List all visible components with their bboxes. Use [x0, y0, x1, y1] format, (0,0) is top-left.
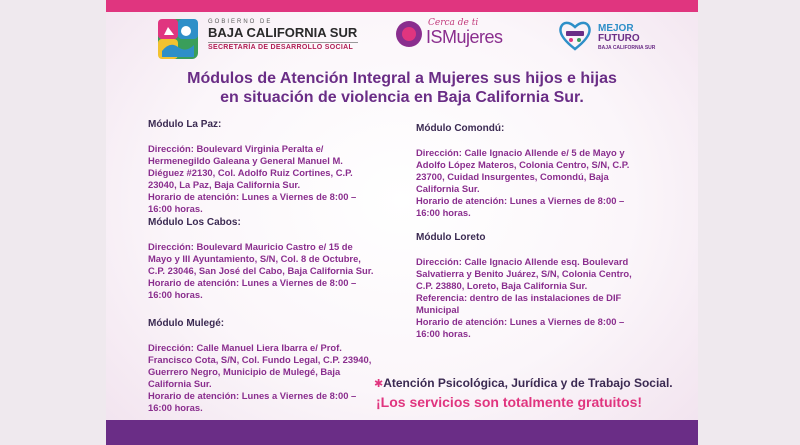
module-address: Dirección: Boulevard Mauricio Castro e/ 15 de Mayo y III Ayuntamiento, S/N, Col. 8 de Octubre, C.P. 23046, San José del Cabo, Baja California Sur.	[148, 241, 374, 276]
asterisk-icon: ✱	[374, 378, 384, 390]
module-reference: Referencia: dentro de las instalaciones de DIF Municipal	[416, 292, 622, 315]
module-name: Módulo Loreto	[416, 232, 486, 243]
module-hours: Horario de atención: Lunes a Viernes de 8:00 – 16:00 horas.	[416, 195, 625, 218]
title-line-1: Módulos de Atención Integral a Mujeres sus hijos e hijas	[187, 70, 617, 87]
module-hours: Horario de atención: Lunes a Viernes de 8:00 – 16:00 horas.	[416, 316, 625, 339]
heart-icon	[558, 19, 592, 51]
state-name: BAJA CALIFORNIA SUR	[208, 25, 358, 40]
title-line-2: en situación de violencia en Baja California Sur.	[220, 89, 584, 106]
module-loreto	[416, 232, 641, 340]
secretaria-label: SECRETARÍA DE DESARROLLO SOCIAL	[208, 44, 354, 51]
divider	[208, 42, 358, 43]
gobierno-de-label: GOBIERNO DE	[208, 19, 273, 25]
module-address: Dirección: Calle Manuel Liera Ibarra e/ Prof. Francisco Cota, S/N, Col. Fundo Legal, C.P. 23940, Guerrero Negro, Municipio de Mulegé, Baja California Sur.	[148, 342, 372, 389]
page-title	[106, 69, 698, 107]
module-hours: Horario de atención: Lunes a Viernes de 8:00 – 16:00 horas.	[148, 390, 357, 413]
free-services-banner: ¡Los servicios son totalmente gratuitos!	[376, 394, 643, 410]
mejor-futuro-subtitle: BAJA CALIFORNIA SUR	[598, 45, 656, 51]
module-name: Módulo Mulegé:	[148, 318, 225, 329]
services-text: Atención Psicológica, Jurídica y de Trabajo Social.	[383, 376, 673, 390]
mejor-futuro-logo	[558, 17, 658, 57]
module-address: Dirección: Calle Ignacio Allende e/ 5 de Mayo y Adolfo López Materos, Colonia Centro, S/N, C.P. 23700, Cuidad Insurgentes, Comondú, Baja California Sur.	[416, 147, 630, 194]
module-name: Módulo Los Cabos:	[148, 217, 241, 228]
futuro-label: FUTURO	[598, 33, 640, 44]
ismujeres-name: ISMujeres	[426, 27, 503, 47]
module-address: Dirección: Calle Ignacio Allende esq. Boulevard Salvatierra y Benito Juárez, S/N, Colonia Centro, C.P. 23880, Loreto, Baja California Sur.	[416, 256, 632, 291]
ismujeres-logo	[396, 18, 506, 54]
module-name: Módulo Comondú:	[416, 123, 505, 134]
ismujeres-tagline: Cerca de ti	[428, 18, 479, 28]
module-name: Módulo La Paz:	[148, 119, 222, 130]
bottom-purple-strip	[106, 420, 698, 445]
mejor-label: MEJOR	[598, 23, 634, 34]
ismujeres-symbol-icon	[396, 21, 422, 47]
services-tagline	[374, 376, 694, 390]
module-la-paz	[148, 119, 378, 215]
module-mulege	[148, 318, 378, 414]
module-hours: Horario de atención: Lunes a Viernes de 8:00 – 16:00 horas.	[148, 191, 357, 214]
gobierno-bcs-logo	[156, 17, 356, 61]
top-pink-strip	[106, 0, 698, 12]
flyer-card	[106, 0, 698, 445]
state-seal-icon	[156, 17, 200, 61]
module-hours: Horario de atención: Lunes a Viernes de 8:00 – 16:00 horas.	[148, 277, 357, 300]
module-address: Dirección: Boulevard Virginia Peralta e/ Hermenegildo Galeana y General Manuel M. Diéguez #2130, Col. Adolfo Ruiz Cortines, C.P. 23040, La Paz, Baja California Sur.	[148, 143, 353, 190]
module-los-cabos	[148, 217, 378, 301]
module-comondu	[416, 123, 641, 219]
